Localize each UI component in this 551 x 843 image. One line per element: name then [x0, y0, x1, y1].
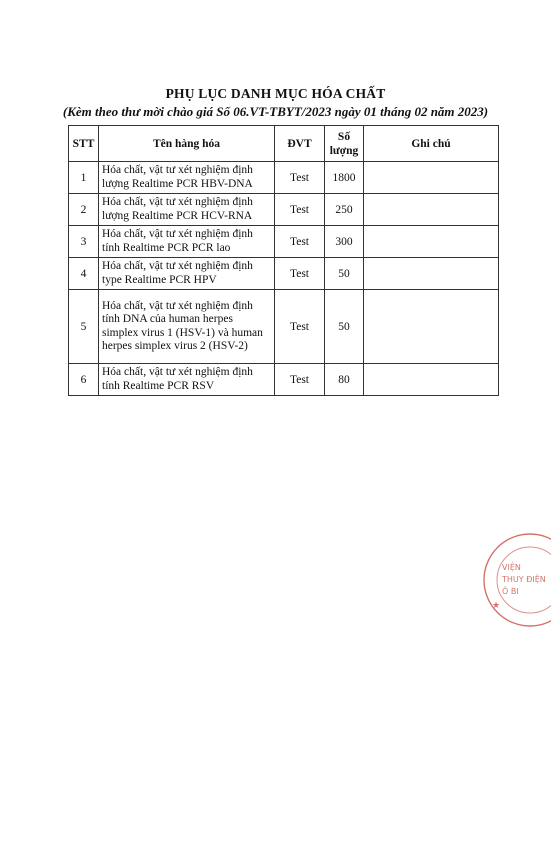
- cell-stt: 5: [69, 290, 99, 364]
- stamp-text-line1: VIỆN: [502, 563, 521, 572]
- header-note: Ghi chú: [364, 126, 499, 162]
- header-qty: [325, 126, 364, 162]
- stamp-text-line3: Ô BI: [502, 587, 519, 596]
- table-row: [69, 194, 499, 226]
- cell-name: Hóa chất, vật tư xét nghiệm định tính Realtime PCR PCR lao: [99, 226, 275, 258]
- cell-note: [364, 364, 499, 396]
- cell-stt: 2: [69, 194, 99, 226]
- cell-unit: Test: [275, 162, 325, 194]
- cell-unit: Test: [275, 226, 325, 258]
- cell-unit: Test: [275, 258, 325, 290]
- official-stamp: [480, 530, 551, 630]
- cell-note: [364, 290, 499, 364]
- table-row: [69, 258, 499, 290]
- header-name: Tên hàng hóa: [99, 126, 275, 162]
- cell-note: [364, 194, 499, 226]
- table-row: [69, 162, 499, 194]
- cell-stt: 1: [69, 162, 99, 194]
- chemicals-table: [68, 125, 499, 396]
- header-stt: STT: [69, 126, 99, 162]
- document-subtitle: (Kèm theo thư mời chào giá Số 06.VT-TBYT/2023 ngày 01 tháng 02 năm 2023): [62, 104, 489, 119]
- cell-name: Hóa chất, vật tư xét nghiệm định tính DNA của human herpes simplex virus 1 (HSV-1) và human herpes simplex virus 2 (HSV-2): [99, 290, 275, 364]
- cell-note: [364, 258, 499, 290]
- cell-qty: 80: [325, 364, 364, 396]
- table-header-row: [69, 126, 499, 162]
- cell-unit: Test: [275, 364, 325, 396]
- cell-name: Hóa chất, vật tư xét nghiệm định lượng Realtime PCR HCV-RNA: [99, 194, 275, 226]
- header-qty-line2: lượng: [329, 144, 359, 157]
- cell-note: [364, 226, 499, 258]
- stamp-text-line2: THUY ĐIỆN: [502, 575, 546, 584]
- cell-name: Hóa chất, vật tư xét nghiệm định type Realtime PCR HPV: [99, 258, 275, 290]
- cell-stt: 6: [69, 364, 99, 396]
- cell-name: Hóa chất, vật tư xét nghiệm định tính Realtime PCR RSV: [99, 364, 275, 396]
- cell-note: [364, 162, 499, 194]
- cell-qty: 50: [325, 290, 364, 364]
- cell-qty: 300: [325, 226, 364, 258]
- cell-stt: 3: [69, 226, 99, 258]
- cell-qty: 1800: [325, 162, 364, 194]
- cell-unit: Test: [275, 194, 325, 226]
- table-row: [69, 290, 499, 364]
- document-title: PHỤ LỤC DANH MỤC HÓA CHẤT: [165, 86, 386, 101]
- cell-qty: 50: [325, 258, 364, 290]
- table-row: [69, 364, 499, 396]
- table-row: [69, 226, 499, 258]
- cell-qty: 250: [325, 194, 364, 226]
- header-unit: ĐVT: [275, 126, 325, 162]
- cell-unit: Test: [275, 290, 325, 364]
- stamp-star-glyph: ★: [492, 600, 501, 610]
- header-qty-line1: Số: [337, 130, 351, 143]
- cell-stt: 4: [69, 258, 99, 290]
- cell-name: Hóa chất, vật tư xét nghiệm định lượng Realtime PCR HBV-DNA: [99, 162, 275, 194]
